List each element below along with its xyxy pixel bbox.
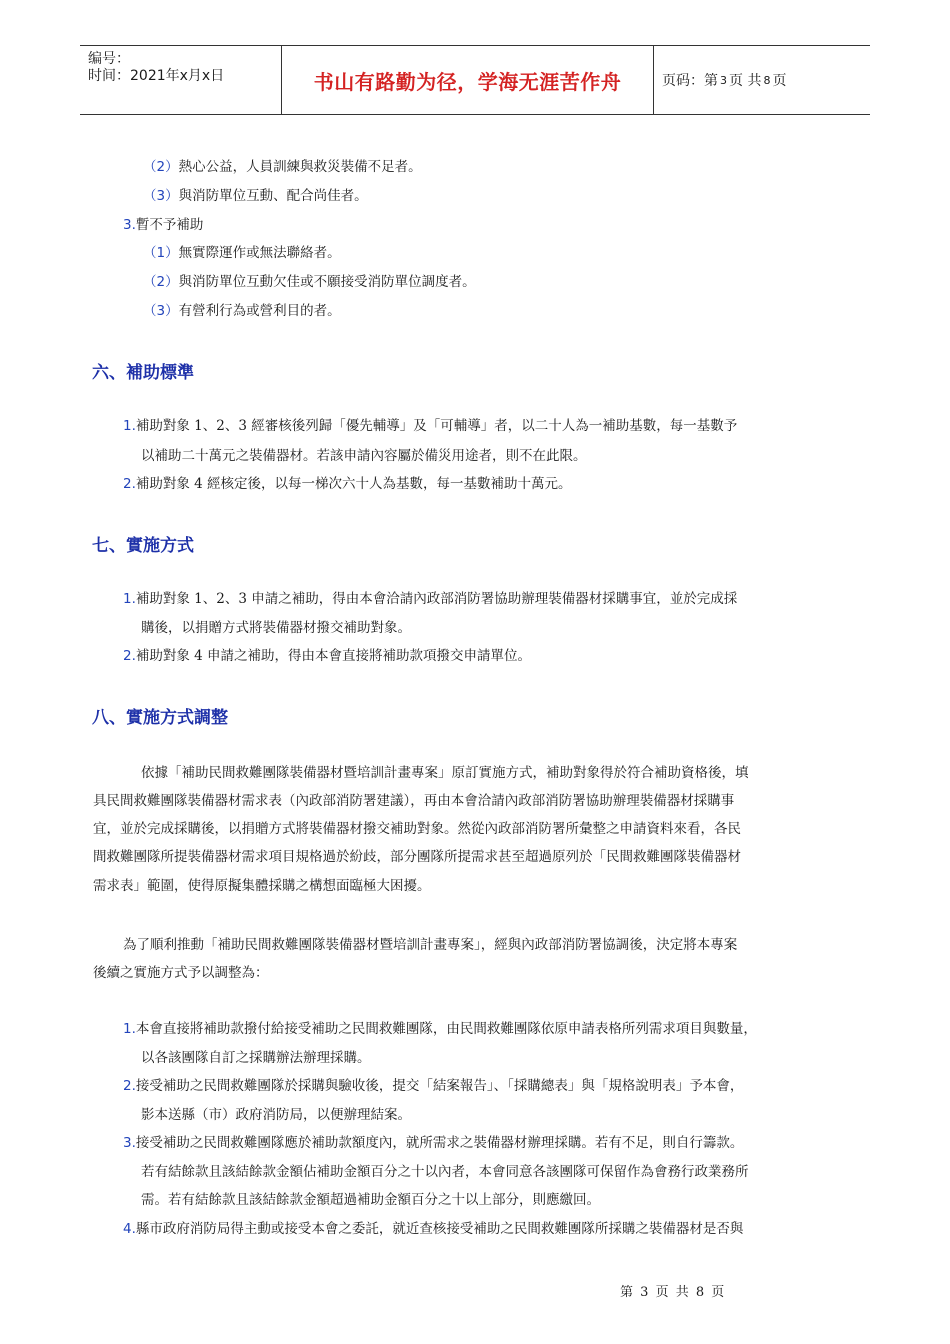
list-marker: 4. xyxy=(123,1221,136,1237)
paragraph-text: 補助對象 4 申請之補助，得由本會直接將補助款項撥交申請單位。 xyxy=(135,648,532,664)
list-item xyxy=(143,244,341,262)
list-item-continuation: 以各該團隊自訂之採購辦法辦理採購。 xyxy=(141,1050,371,1066)
header-page-prefix: 页码：第 xyxy=(662,73,718,89)
list-item xyxy=(123,216,203,234)
list-marker: 1. xyxy=(123,418,136,434)
list-text: 接受補助之民間救難團隊於採購與驗收後，提交「結案報告」、「採購總表」與「規格說明表」予本會， xyxy=(135,1078,744,1094)
paragraph-text: 補助對象 4 經核定後，以每一梯次六十人為基數，每一基數補助十萬元。 xyxy=(135,476,572,492)
list-marker: （1） xyxy=(143,245,179,261)
list-item-continuation: 影本送縣（市）政府消防局，以便辦理結案。 xyxy=(141,1107,411,1123)
paragraph-line: 以補助二十萬元之裝備器材。若該申請內容屬於備災用途者，則不在此限。 xyxy=(141,448,587,464)
list-marker: （3） xyxy=(143,188,179,204)
header-page-suffix: 页 xyxy=(772,73,787,89)
list-text: 暫不予補助 xyxy=(135,217,204,233)
paragraph-line xyxy=(123,647,531,665)
list-text: 縣市政府消防局得主動或接受本會之委託，就近查核接受補助之民間救難團隊所採購之裝備器材是否與 xyxy=(135,1221,744,1237)
section-heading: 八、實施方式調整 xyxy=(92,708,228,728)
paragraph-line: 宜，並於完成採購後，以捐贈方式將裝備器材撥交補助對象。然從內政部消防署所彙整之申請資料來看，各民 xyxy=(93,821,741,837)
header-page-info xyxy=(654,46,870,114)
list-item-continuation: 若有結餘款且該結餘款金額佔補助金額百分之十以內者，本會同意各該團隊可保留作為會務行政業務所 xyxy=(141,1164,749,1180)
header-time-label: 时间：2021年x月x日 xyxy=(88,68,225,84)
list-item xyxy=(143,273,476,291)
footer-page-total: 8 xyxy=(695,1285,705,1300)
paragraph-line: 為了順利推動「補助民間救難團隊裝備器材暨培訓計畫專案」，經與內政部消防署協調後，決定將本專案 xyxy=(123,937,738,953)
list-item xyxy=(123,1020,757,1038)
footer-prefix: 第 xyxy=(620,1285,634,1300)
list-marker: （2） xyxy=(143,274,179,290)
footer-mid: 页 共 xyxy=(655,1285,689,1300)
list-marker: 3. xyxy=(123,217,136,233)
list-item xyxy=(143,158,422,176)
list-marker: 2. xyxy=(123,476,136,492)
list-marker: （3） xyxy=(143,303,179,319)
header-page-current: 3 xyxy=(720,73,727,87)
list-text: 熱心公益，人員訓練與救災裝備不足者。 xyxy=(178,159,422,175)
paragraph-line xyxy=(123,590,737,608)
paragraph-text: 補助對象 1、2、3 申請之補助，得由本會洽請內政部消防署協助辦理裝備器材採購事宜，並於完成採 xyxy=(135,591,738,607)
section-heading: 六、補助標準 xyxy=(92,363,194,383)
list-item xyxy=(123,1220,743,1238)
footer-page-current: 3 xyxy=(640,1285,649,1300)
list-item xyxy=(123,1134,743,1152)
paragraph-line xyxy=(123,475,572,493)
paragraph-line: 購後，以捐贈方式將裝備器材撥交補助對象。 xyxy=(141,620,411,636)
paragraph-line: 依據「補助民間救難團隊裝備器材暨培訓計畫專案」原訂實施方式，補助對象得於符合補助資格後，填 xyxy=(141,765,749,781)
list-item xyxy=(143,187,368,205)
list-text: 無實際運作或無法聯絡者。 xyxy=(178,245,341,261)
header-motto: 书山有路勤为径，学海无涯苦作舟 xyxy=(282,46,654,114)
list-marker: 2. xyxy=(123,648,136,664)
list-item xyxy=(143,302,341,320)
paragraph-text: 補助對象 1、2、3 經審核後列歸「優先輔導」及「可輔導」者，以二十人為一補助基數，每一基數予 xyxy=(135,418,738,434)
paragraph-line xyxy=(123,417,737,435)
header-page-mid: 页 共 xyxy=(729,73,762,89)
list-marker: （2） xyxy=(143,159,179,175)
list-text: 與消防單位互動、配合尚佳者。 xyxy=(178,188,368,204)
page-footer xyxy=(620,1281,724,1300)
footer-suffix: 页 xyxy=(711,1285,725,1300)
header-meta xyxy=(80,46,282,114)
page-header xyxy=(80,45,870,115)
paragraph-line: 需求表」範圍，使得原擬集體採購之構想面臨極大困擾。 xyxy=(93,878,431,894)
list-text: 本會直接將補助款撥付給接受補助之民間救難團隊，由民間救難團隊依原申請表格所列需求項目與數量， xyxy=(135,1021,757,1037)
paragraph-line: 間救難團隊所提裝備器材需求項目規格過於紛歧，部分團隊所提需求甚至超過原列於「民間救難團隊裝備器材 xyxy=(93,849,741,865)
header-page-total: 8 xyxy=(763,73,771,87)
list-marker: 1. xyxy=(123,1021,136,1037)
paragraph-line: 具民間救難團隊裝備器材需求表（內政部消防署建議），再由本會洽請內政部消防署協助辦理裝備器材採購事 xyxy=(93,793,735,809)
paragraph-line: 後續之實施方式予以調整為： xyxy=(93,965,269,981)
list-marker: 2. xyxy=(123,1078,136,1094)
header-number-label: 编号： xyxy=(88,51,130,67)
list-text: 有營利行為或營利目的者。 xyxy=(178,303,341,319)
section-heading: 七、實施方式 xyxy=(92,536,194,556)
list-marker: 3. xyxy=(123,1135,136,1151)
list-item-continuation: 需。若有結餘款且該結餘款金額超過補助金額百分之十以上部分，則應繳回。 xyxy=(141,1192,600,1208)
list-item xyxy=(123,1077,743,1095)
list-marker: 1. xyxy=(123,591,136,607)
list-text: 接受補助之民間救難團隊應於補助款額度內，就所需求之裝備器材辦理採購。若有不足，則自行籌款。 xyxy=(135,1135,744,1151)
list-text: 與消防單位互動欠佳或不願接受消防單位調度者。 xyxy=(178,274,476,290)
